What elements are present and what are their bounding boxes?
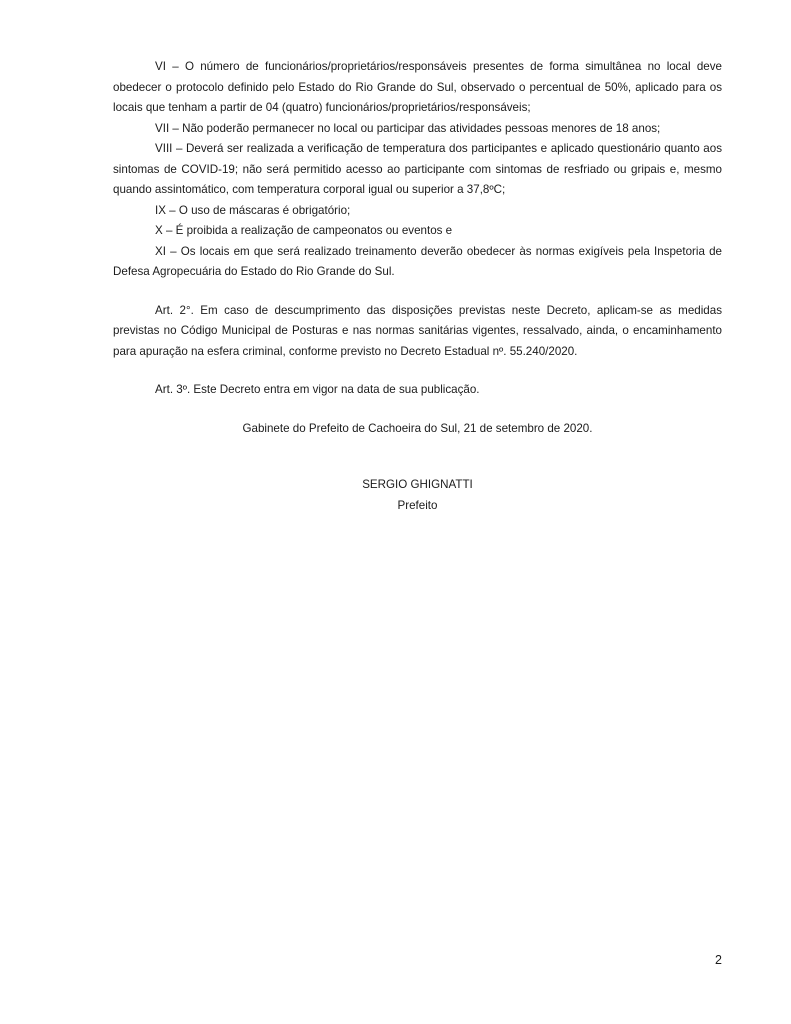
signature-block (113, 475, 722, 516)
clause-vi: VI – O número de funcionários/proprietários/responsáveis presentes de forma simultânea no local deve obedecer o protocolo definido pelo Estado do Rio Grande do Sul, observado o percentual de 50%, aplicado para os locais que tenham a partir de 04 (quatro) funcionários/proprietários/responsáveis; (113, 60, 722, 114)
clause-x: X – É proibida a realização de campeonatos ou eventos e (155, 224, 453, 237)
signatory-name: SERGIO GHIGNATTI (362, 478, 473, 491)
clause-vii: VII – Não poderão permanecer no local ou participar das atividades pessoas menores de 18 anos; (155, 121, 661, 135)
clause-viii: VIII – Deverá ser realizada a verificação de temperatura dos participantes e aplicado questionário quanto aos sintomas de COVID-19; não será permitido acesso ao participante com sintomas de resfriado ou gripais e, mesmo quando assintomático, com temperatura corporal igual ou superior a 37,8ºC; (113, 142, 722, 196)
clause-ix: IX – O uso de máscaras é obrigatório; (155, 203, 351, 217)
page-number: 2 (715, 953, 722, 967)
signatory-title: Prefeito (397, 498, 438, 512)
dateline: Gabinete do Prefeito de Cachoeira do Sul, 21 de setembro de 2020. (242, 421, 593, 435)
document-body (113, 57, 722, 516)
article-2-paragraph: Art. 2°. Em caso de descumprimento das disposições previstas neste Decreto, aplicam-se as medidas previstas no Código Municipal de Posturas e nas normas sanitárias vigentes, ressalvado, ainda, o encaminhamento para apuração na esfera criminal, conforme previsto no Decreto Estadual nº. 55.240/2020. (113, 303, 722, 358)
clause-xi: XI – Os locais em que será realizado treinamento deverão obedecer às normas exigíveis pela Inspetoria de Defesa Agropecuária do Estado do Rio Grande do Sul. (113, 244, 722, 278)
article-3-paragraph: Art. 3º. Este Decreto entra em vigor na data de sua publicação. (155, 383, 480, 396)
